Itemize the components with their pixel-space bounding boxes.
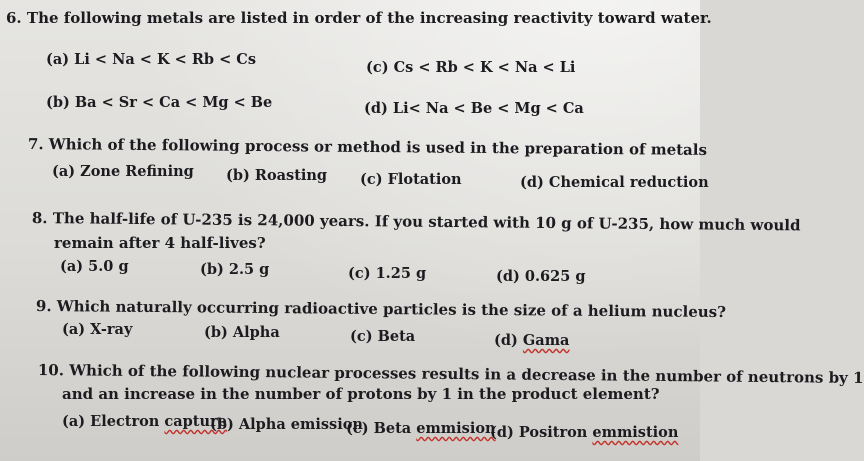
question-8-number: 8. bbox=[31, 209, 48, 228]
question-10 bbox=[38, 361, 864, 387]
question-10-option-a-word: capture bbox=[164, 413, 227, 430]
question-7-option-c: (c) Flotation bbox=[360, 171, 462, 188]
question-9-option-b: (b) Alpha bbox=[204, 324, 280, 341]
question-6-text: The following metals are listed in order of the increasing reactivity toward water. bbox=[26, 9, 712, 27]
question-10-option-d-word: emmistion bbox=[592, 424, 679, 441]
question-9-option-a: (a) X-ray bbox=[62, 321, 133, 338]
question-7-number: 7. bbox=[27, 135, 44, 154]
question-6 bbox=[6, 9, 712, 27]
question-8-option-a: (a) 5.0 g bbox=[60, 258, 129, 275]
question-7-option-d: (d) Chemical reduction bbox=[520, 174, 709, 191]
question-10-text-line1: Which of the following nuclear processes results in a decrease in the number of neutrons by 1 bbox=[69, 361, 864, 387]
question-10-option-c-prefix: (c) Beta bbox=[346, 420, 417, 437]
question-10-option-b: (b) Alpha emission bbox=[210, 416, 363, 433]
question-8-option-c: (c) 1.25 g bbox=[348, 265, 427, 282]
question-8-option-b: (b) 2.5 g bbox=[200, 261, 270, 278]
question-10-option-c-word: emmision bbox=[416, 420, 496, 437]
question-10-text-line2: and an increase in the number of protons by 1 in the product element? bbox=[62, 385, 660, 403]
question-8 bbox=[32, 209, 801, 234]
question-9-option-d-word: Gama bbox=[522, 332, 570, 349]
question-8-option-d: (d) 0.625 g bbox=[496, 268, 586, 285]
question-10-option-d-prefix: (d) Positron bbox=[490, 424, 593, 441]
question-6-option-c: (c) Cs < Rb < K < Na < Li bbox=[366, 59, 576, 76]
question-7-option-a: (a) Zone Refining bbox=[52, 163, 194, 180]
question-9-text: Which naturally occurring radioactive particles is the size of a helium nucleus? bbox=[56, 297, 727, 322]
question-9-option-c: (c) Beta bbox=[350, 328, 416, 345]
question-6-number: 6. bbox=[6, 9, 22, 27]
question-10-option-a-prefix: (a) Electron bbox=[62, 413, 165, 430]
question-10-option-d bbox=[490, 424, 678, 442]
question-8-text-line2: remain after 4 half-lives? bbox=[54, 234, 266, 252]
question-7-option-b: (b) Roasting bbox=[226, 167, 328, 184]
question-7 bbox=[28, 135, 707, 159]
question-6-option-b: (b) Ba < Sr < Ca < Mg < Be bbox=[46, 94, 273, 111]
question-6-option-d: (d) Li< Na < Be < Mg < Ca bbox=[364, 100, 584, 117]
question-10-number: 10. bbox=[37, 361, 65, 380]
question-7-text: Which of the following process or method is used in the preparation of metals bbox=[48, 135, 708, 159]
question-9-option-d bbox=[494, 332, 569, 350]
question-9 bbox=[36, 297, 726, 321]
question-10-option-a bbox=[62, 413, 227, 431]
question-8-text-line1: The half-life of U-235 is 24,000 years. If you started with 10 g of U-235, how much would bbox=[52, 209, 801, 235]
question-6-option-a: (a) Li < Na < K < Rb < Cs bbox=[46, 51, 256, 68]
question-10-option-c bbox=[346, 420, 496, 438]
question-9-option-d-prefix: (d) bbox=[494, 332, 523, 349]
question-9-number: 9. bbox=[35, 297, 52, 316]
